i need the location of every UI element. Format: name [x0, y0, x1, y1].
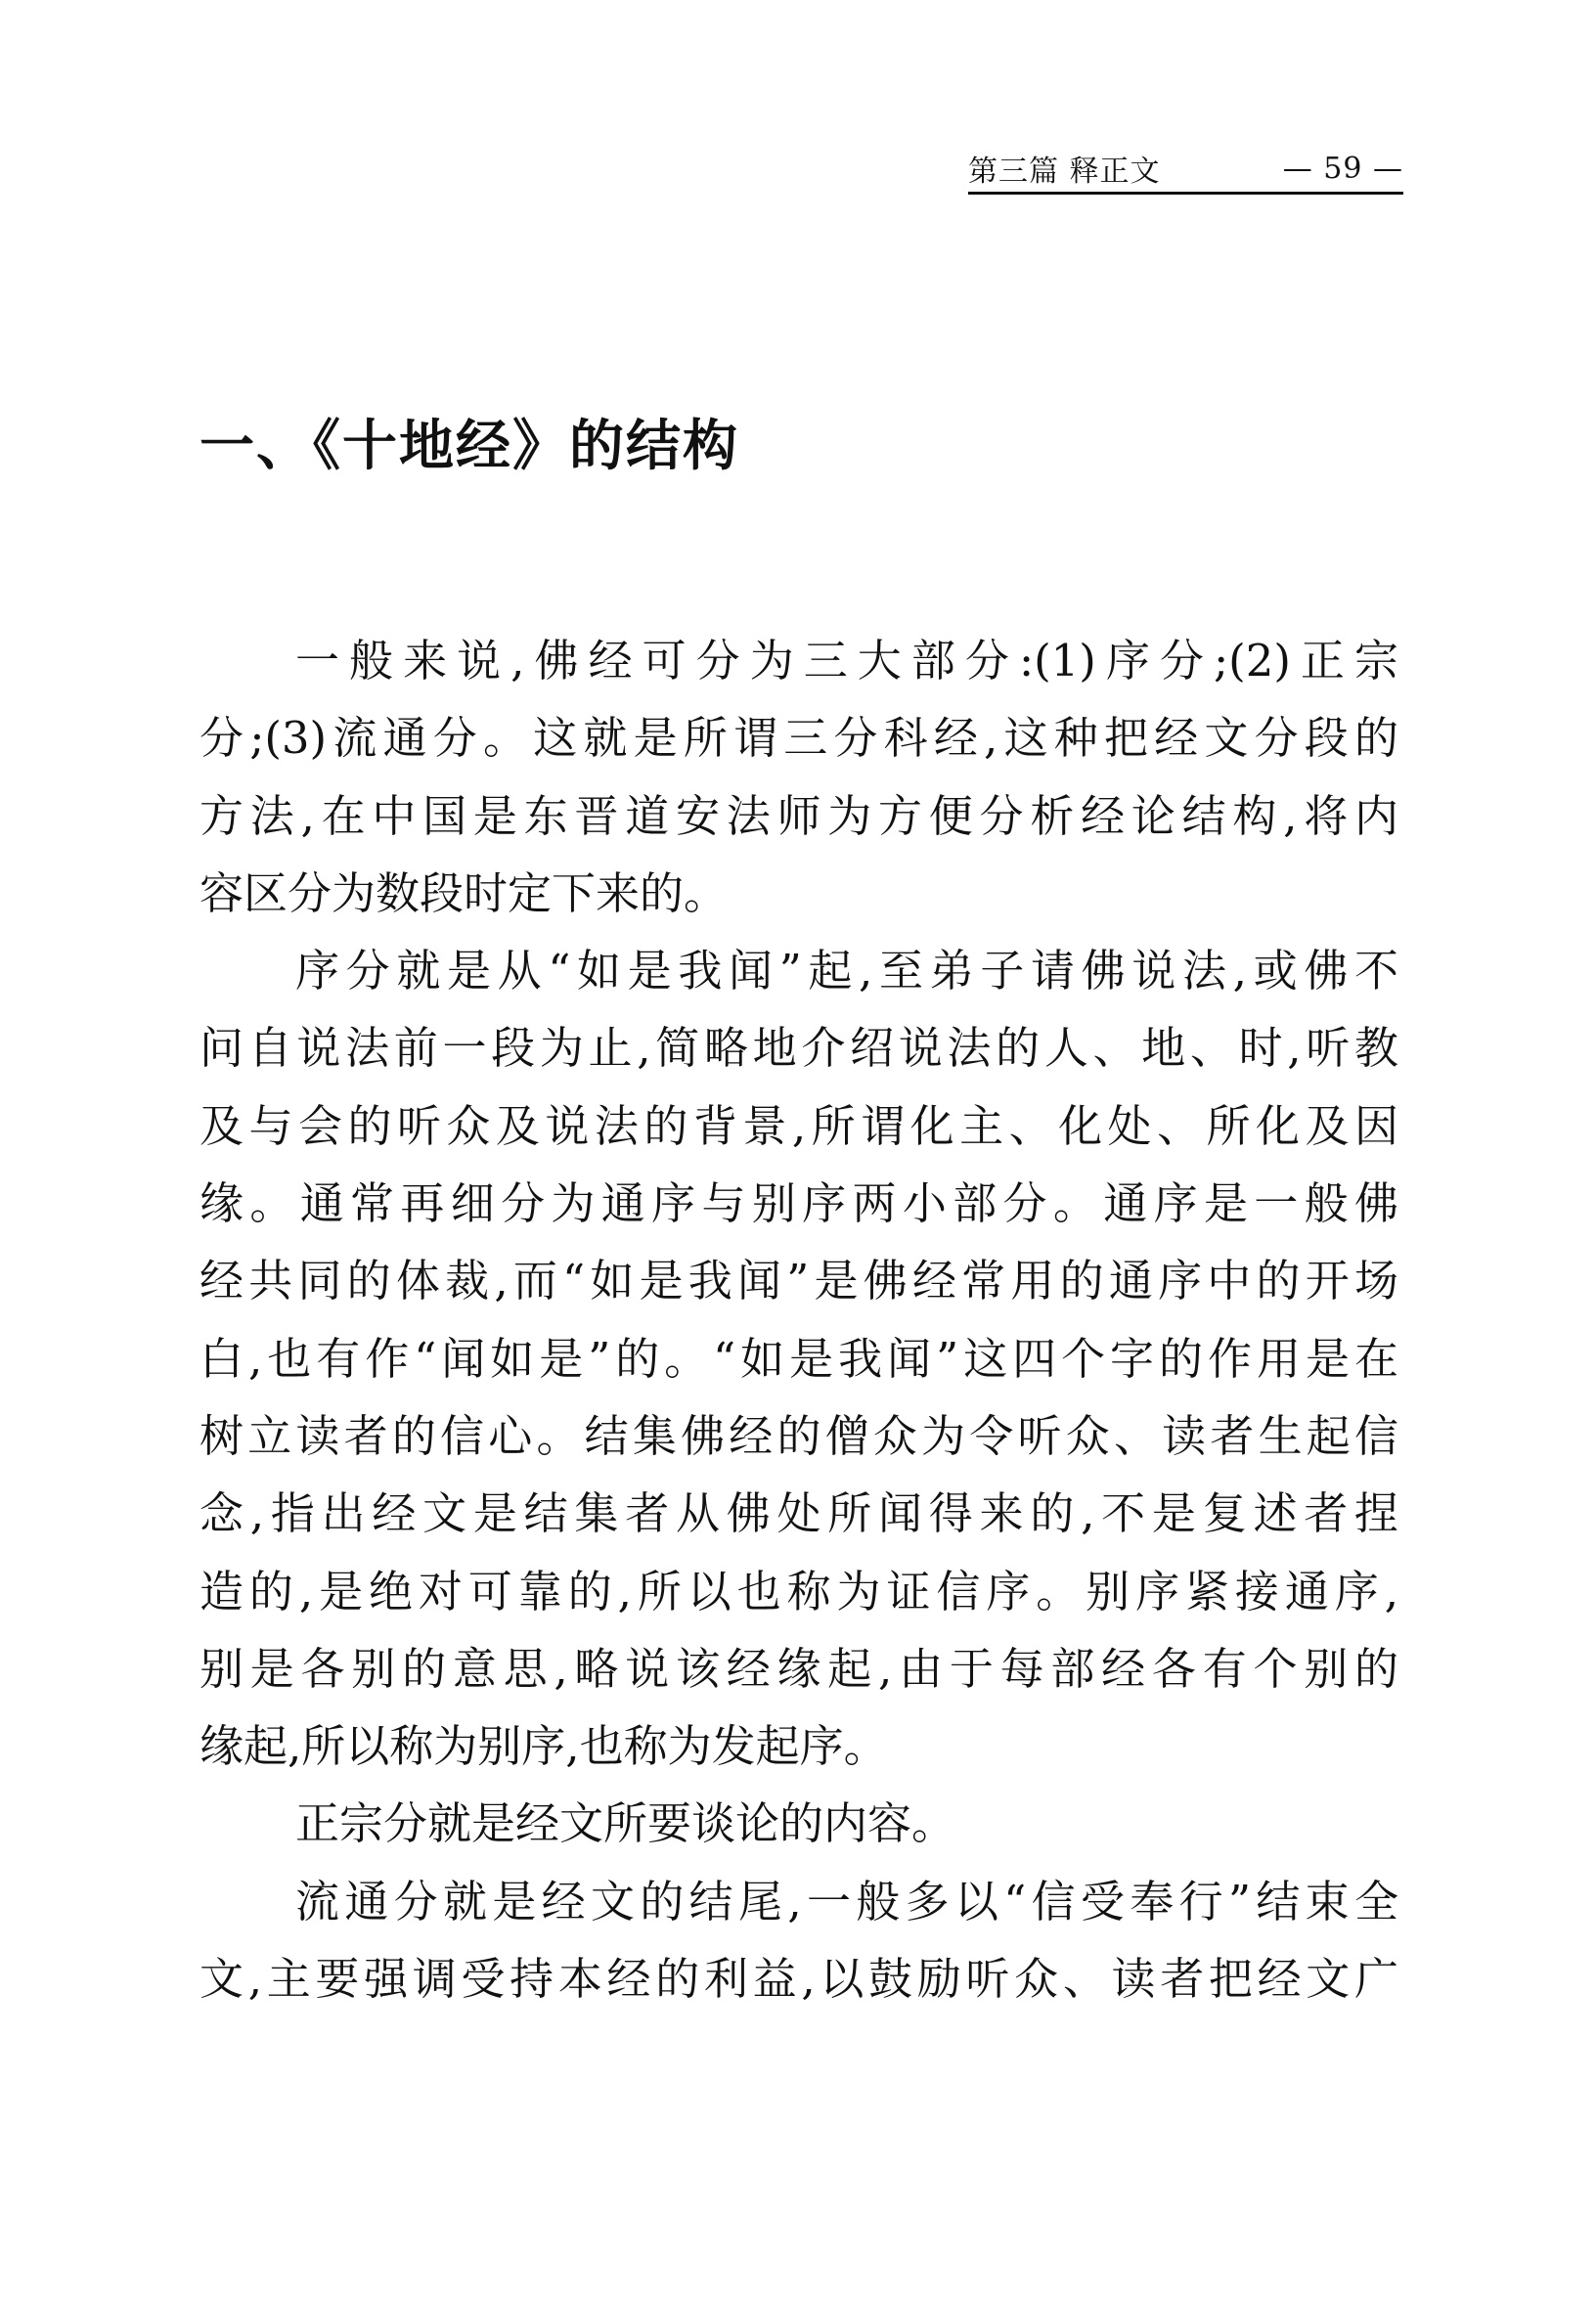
paragraph-line: 问自说法前一段为止,简略地介绍说法的人、地、时,听教: [200, 1022, 1398, 1075]
paragraph-line: 念,指出经文是结集者从佛处所闻得来的,不是复述者捏: [200, 1487, 1398, 1540]
paragraph-line: 正宗分就是经文所要谈论的内容。: [295, 1797, 956, 1850]
paragraph-line: 缘起,所以称为别序,也称为发起序。: [200, 1720, 888, 1773]
paragraph-line: 缘。通常再细分为通序与别序两小部分。通序是一般佛: [200, 1177, 1398, 1230]
paragraph-line: 树立读者的信心。结集佛经的僧众为令听众、读者生起信: [200, 1409, 1398, 1462]
paragraph-line: 白,也有作“闻如是”的。“如是我闻”这四个字的作用是在: [200, 1332, 1398, 1385]
page-number: — 59 —: [1282, 151, 1403, 186]
paragraph-line: 一般来说,佛经可分为三大部分:(1)序分;(2)正宗: [295, 635, 1398, 686]
paragraph-line: 别是各别的意思,略说该经缘起,由于每部经各有个别的: [200, 1642, 1398, 1695]
paragraph-line: 分;(3)流通分。这就是所谓三分科经,这种把经文分段的: [200, 712, 1398, 765]
body-text: [200, 622, 1398, 2017]
paragraph-line: 流通分就是经文的结尾,一般多以“信受奉行”结束全: [295, 1875, 1398, 1927]
running-header: [968, 147, 1403, 190]
paragraph-line: 造的,是绝对可靠的,所以也称为证信序。别序紧接通序,: [200, 1565, 1398, 1617]
header-rule: [968, 192, 1403, 195]
paragraph-line: 方法,在中国是东晋道安法师为方便分析经论结构,将内: [200, 789, 1398, 842]
paragraph-line: 及与会的听众及说法的背景,所谓化主、化处、所化及因: [200, 1099, 1398, 1152]
paragraph-line: 文,主要强调受持本经的利益,以鼓励听众、读者把经文广: [200, 1953, 1398, 2006]
chapter-title: 第三篇 释正文: [968, 155, 1161, 189]
paragraph-line: 经共同的体裁,而“如是我闻”是佛经常用的通序中的开场: [200, 1255, 1398, 1307]
paragraph-line: 序分就是从“如是我闻”起,至弟子请佛说法,或佛不: [295, 945, 1398, 997]
section-title: 一、《十地经》的结构: [200, 414, 739, 478]
paragraph-line: 容区分为数段时定下来的。: [200, 866, 729, 919]
